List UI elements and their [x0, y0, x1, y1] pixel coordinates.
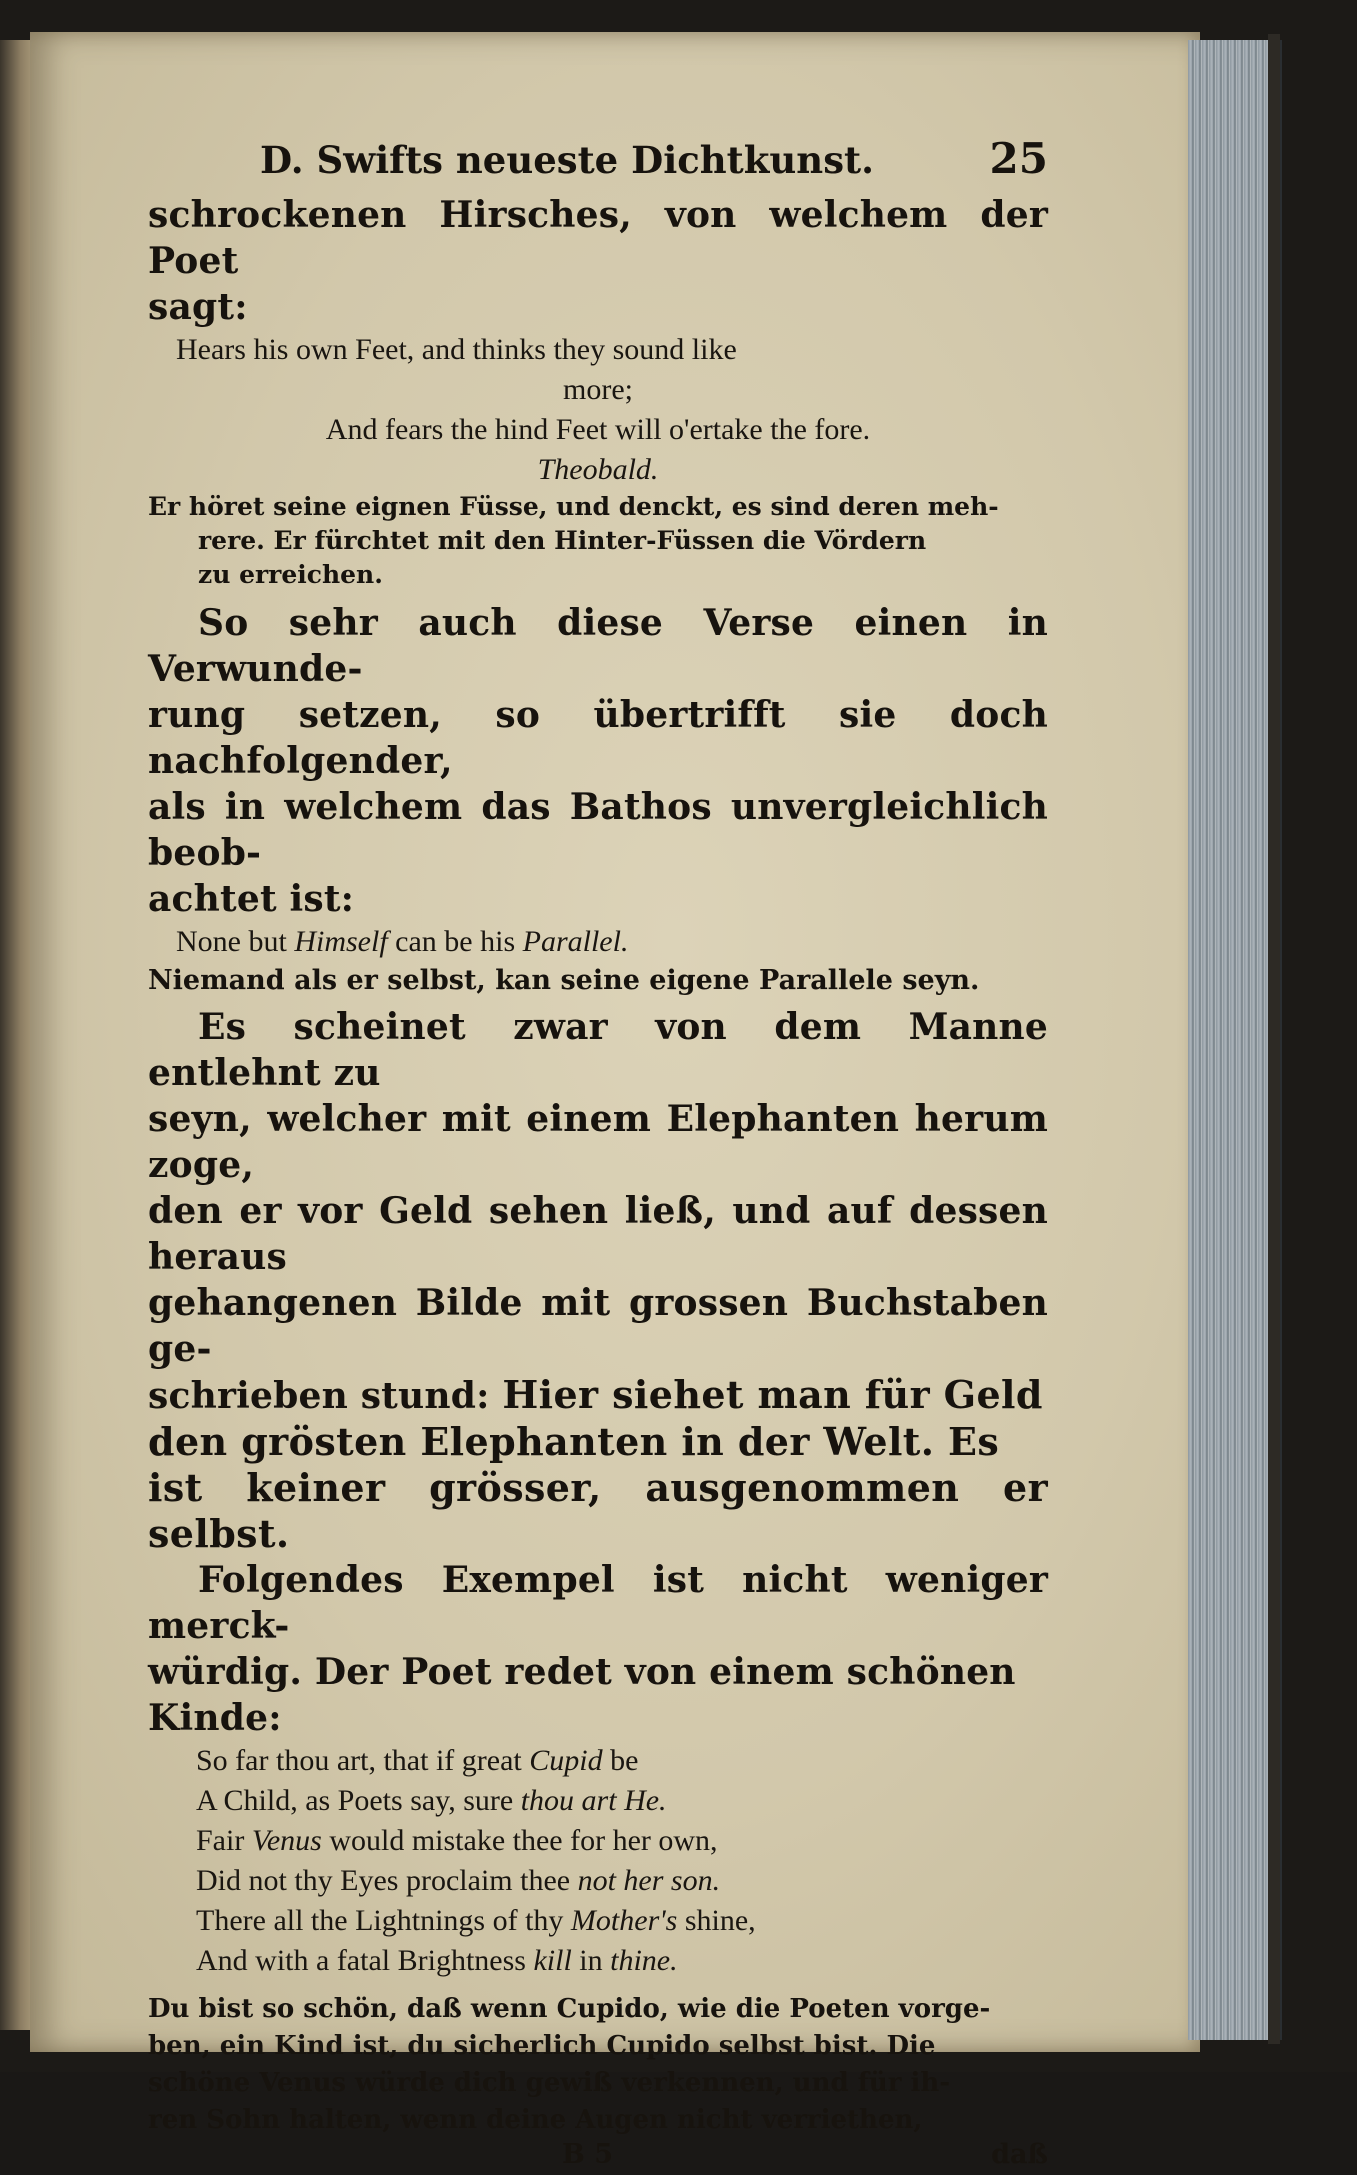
paragraph-line: würdig. Der Poet redet von einem schönen — [148, 1651, 1016, 1693]
paragraph-line: Es scheinet zwar von dem Manne entlehnt zu — [148, 1006, 1048, 1094]
verse-text: can be his — [387, 925, 523, 958]
sign-text: den grösten Elephanten in der Welt. Es — [148, 1419, 1000, 1464]
paragraph-text: schrieben stund: — [148, 1375, 503, 1417]
catchword: daß — [991, 2139, 1048, 2170]
paragraph-line: den er vor Geld sehen ließ, und auf dessen heraus — [148, 1190, 1048, 1278]
verse-line — [176, 922, 1048, 962]
paragraph-line: achtet ist: — [148, 878, 355, 920]
translation-line: rere. Er fürchtet mit den Hinter-Füssen die Vördern — [198, 526, 927, 555]
verse-italic: not her son. — [577, 1864, 721, 1897]
sign-text: Hier siehet man für Geld — [502, 1372, 1043, 1417]
binding-shadow — [1268, 34, 1280, 2044]
verse-text: shine, — [677, 1904, 756, 1937]
verse-line — [196, 1861, 1048, 1901]
page-number: 25 — [989, 134, 1048, 183]
verse-line — [196, 1781, 1048, 1821]
translation-line: zu erreichen. — [198, 560, 383, 589]
translation-line: Er höret seine eignen Füsse, und denckt, es sind deren meh- — [148, 492, 999, 521]
left-page-edge — [0, 40, 34, 2030]
verse-text: Did not thy Eyes proclaim thee — [196, 1864, 578, 1897]
paragraph-line: als in welchem das Bathos unvergleichlich beob- — [148, 786, 1048, 874]
translation-line: Niemand als er selbst, kan seine eigene Parallele seyn. — [148, 965, 980, 996]
running-header — [260, 134, 1048, 192]
verse-text: There all the Lightnings of thy — [196, 1904, 571, 1937]
verse-line: more; — [563, 373, 633, 406]
translation-line: ren Sohn halten, wenn deine Augen nicht verriethen, — [148, 2105, 923, 2135]
signature-mark: B 5 — [562, 2139, 614, 2170]
paragraph-line: rung setzen, so übertrifft sie doch nachfolgender, — [148, 694, 1048, 782]
verse-italic: Mother's — [570, 1904, 678, 1937]
verse-italic: thine. — [610, 1944, 678, 1977]
translation-line: ben, ein Kind ist, du sicherlich Cupido selbst bist. Die — [148, 2031, 936, 2061]
paragraph-line: Kinde: — [148, 1697, 282, 1739]
verse-text: None but — [176, 925, 295, 958]
verse-line — [196, 1941, 1048, 1981]
paragraph-line: schrockenen Hirsches, von welchem der Poet — [148, 194, 1048, 282]
paragraph-line: Folgendes Exempel ist nicht weniger merck- — [148, 1559, 1048, 1647]
verse-text: Fair — [196, 1824, 252, 1857]
verse-italic: Venus — [251, 1824, 322, 1857]
verse-text: would mistake thee for her own, — [321, 1824, 718, 1857]
paragraph-line: gehangenen Bilde mit grossen Buchstaben ge- — [148, 1282, 1048, 1370]
verse-text: be — [602, 1744, 639, 1777]
page-content — [148, 134, 1048, 2175]
paragraph-line: seyn, welcher mit einem Elephanten herum zoge, — [148, 1098, 1048, 1186]
verse-line — [196, 1741, 1048, 1781]
verse-italic: kill — [533, 1944, 572, 1977]
verse-italic: Parallel. — [522, 925, 629, 958]
verse-line — [196, 1821, 1048, 1861]
verse-line: Hears his own Feet, and thinks they sound like — [176, 333, 737, 366]
verse-italic: Cupid — [529, 1744, 603, 1777]
paragraph-line — [148, 1372, 1048, 1419]
verse-line — [196, 1901, 1048, 1941]
translation-line: schöne Venus würde dich gewiß verkennen, und für ih- — [148, 2068, 951, 2098]
paragraph-line: sagt: — [148, 286, 248, 328]
verse-text: in — [571, 1944, 611, 1977]
verse-italic: Himself — [294, 925, 388, 958]
verse-italic: thou art He. — [520, 1784, 667, 1817]
verse-line: And fears the hind Feet will o'ertake the fore. — [325, 413, 871, 446]
translation-line: Du bist so schön, daß wenn Cupido, wie die Poeten vorge- — [148, 1994, 991, 2024]
verse-text: So far thou art, that if great — [196, 1744, 530, 1777]
verse-author: Theobald. — [537, 453, 659, 486]
verse-text: And with a fatal Brightness — [196, 1944, 534, 1977]
running-title: D. Swifts neueste Dichtkunst. — [260, 138, 875, 182]
sign-text: ist keiner grösser, ausgenommen er selbst. — [148, 1465, 1048, 1556]
verse-text: A Child, as Poets say, sure — [196, 1784, 521, 1817]
page-footer — [148, 2139, 1048, 2175]
paragraph-line: So sehr auch diese Verse einen in Verwunde- — [148, 602, 1048, 690]
